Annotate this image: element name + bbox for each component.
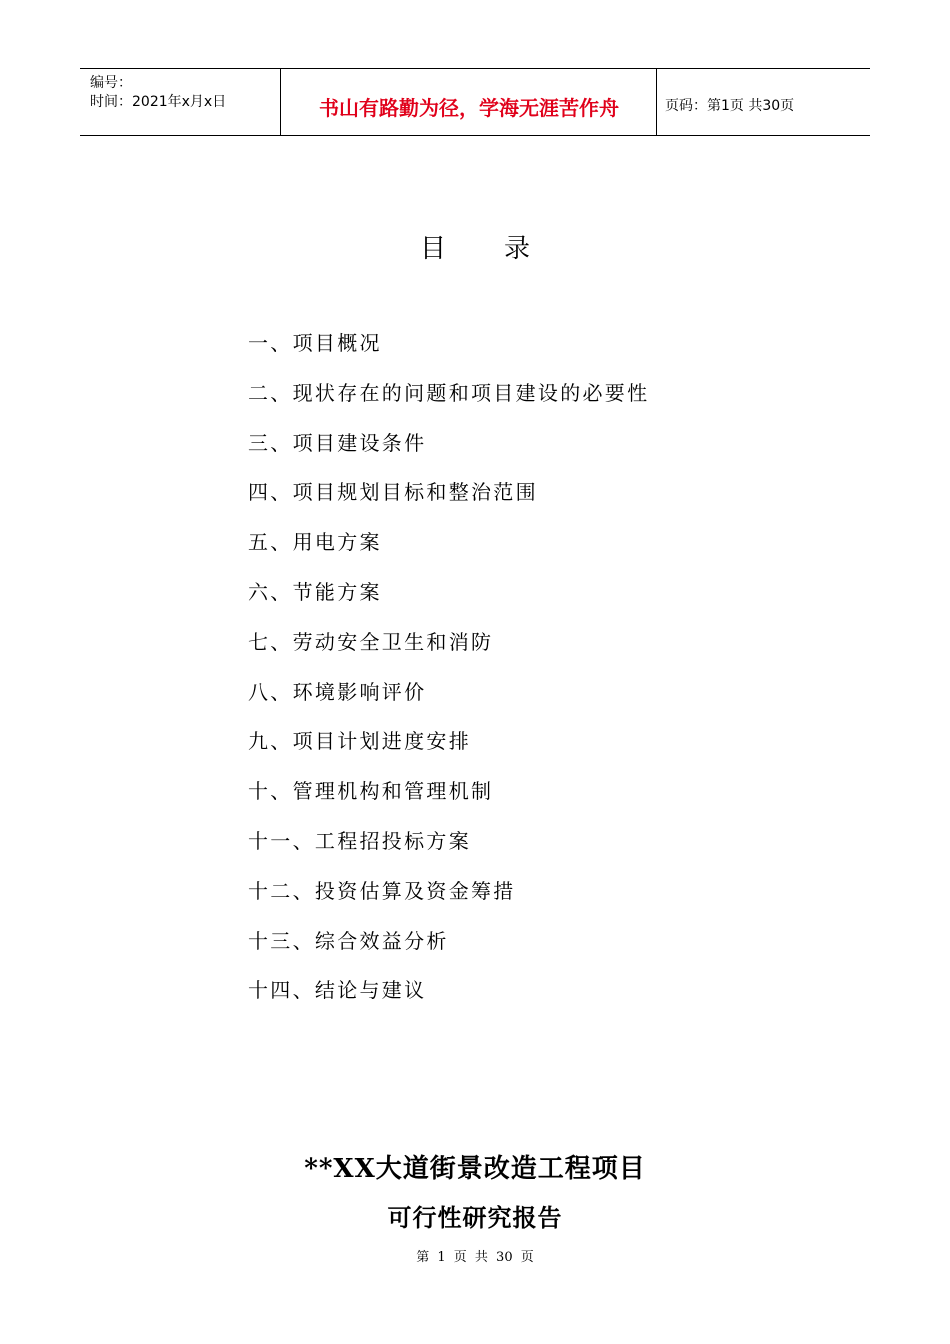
header-page-number: 页码：第1页 共30页 bbox=[665, 98, 795, 114]
document-number-label: 编号： bbox=[90, 75, 132, 91]
toc-item: 一、项目概况 bbox=[248, 331, 382, 355]
toc-item: 八、环境影响评价 bbox=[248, 679, 427, 704]
toc-item: 二、现状存在的问题和项目建设的必要性 bbox=[248, 380, 650, 405]
document-time-label: 时间：2021年x月x日 bbox=[90, 94, 227, 110]
toc-item: 十二、投资估算及资金筹措 bbox=[248, 878, 516, 903]
toc-item: 五、用电方案 bbox=[248, 530, 382, 555]
toc-item: 十四、结论与建议 bbox=[248, 978, 427, 1003]
page-header bbox=[80, 68, 870, 136]
footer-page-number: 第 1 页 共 30 页 bbox=[416, 1250, 534, 1265]
toc-item: 十三、综合效益分析 bbox=[248, 928, 449, 953]
toc-item: 十一、工程招投标方案 bbox=[248, 828, 471, 853]
toc-list bbox=[248, 330, 649, 1027]
header-page-cell bbox=[657, 69, 870, 135]
header-motto-cell bbox=[281, 69, 657, 135]
toc-item: 七、劳动安全卫生和消防 bbox=[248, 629, 494, 654]
toc-item: 三、项目建设条件 bbox=[248, 430, 427, 455]
toc-item: 四、项目规划目标和整治范围 bbox=[248, 480, 538, 505]
header-motto: 书山有路勤为径，学海无涯苦作舟 bbox=[319, 96, 619, 120]
document-subtitle: 可行性研究报告 bbox=[387, 1203, 563, 1232]
toc-item: 六、节能方案 bbox=[248, 579, 382, 604]
toc-item: 九、项目计划进度安排 bbox=[248, 729, 471, 754]
header-info-cell bbox=[80, 69, 281, 135]
toc-item: 十、管理机构和管理机制 bbox=[248, 779, 494, 804]
document-title: **XX大道街景改造工程项目 bbox=[304, 1154, 646, 1184]
toc-title: 目录 bbox=[419, 234, 588, 264]
